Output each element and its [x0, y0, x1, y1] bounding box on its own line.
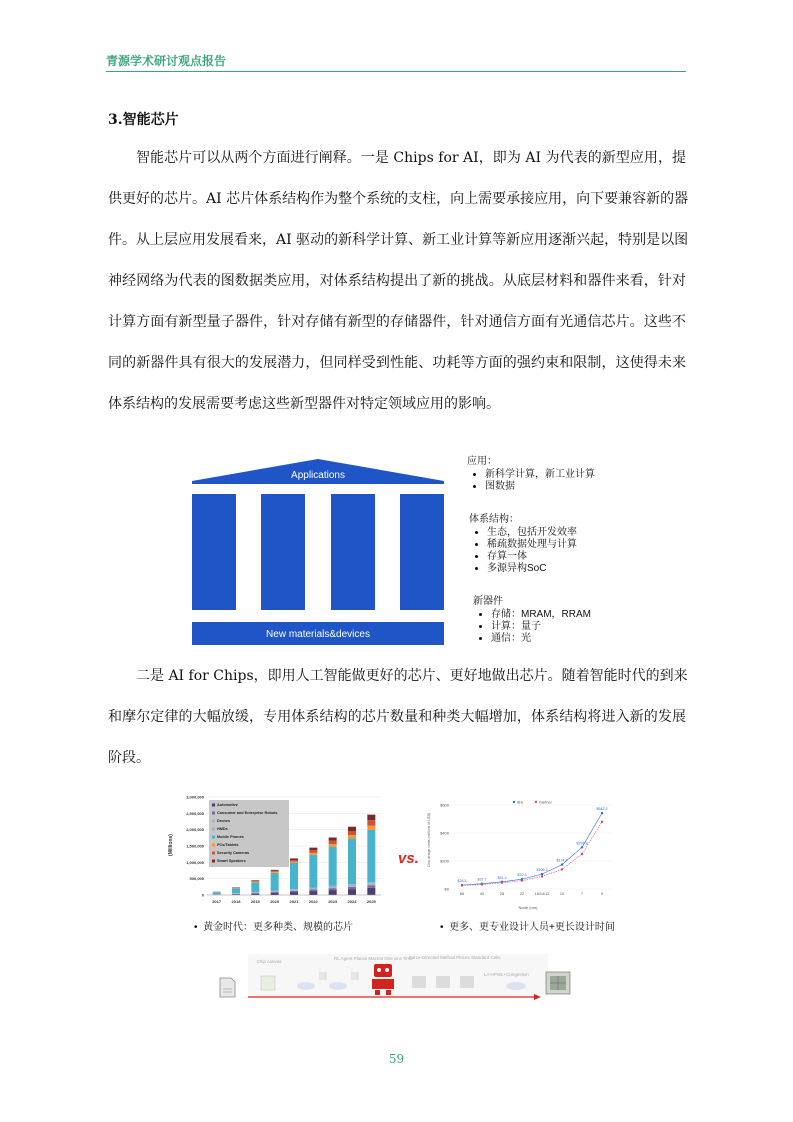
- state-box: [319, 972, 327, 980]
- y-tick-label: 0: [201, 892, 204, 898]
- data-point: [521, 879, 523, 881]
- caption-text: 黄金时代：更多种类、规模的芯片: [203, 922, 354, 933]
- paragraph-line: 阶段。: [108, 750, 150, 766]
- x-tick-label: 2022: [308, 899, 318, 904]
- list-item: • 图数据: [485, 481, 595, 493]
- data-label: $106.3: [536, 868, 548, 873]
- x-tick-label: 2021: [289, 899, 299, 904]
- applications-label: Applications: [291, 470, 345, 481]
- y-tick-label: 3,000,000: [186, 794, 204, 800]
- bar-segment: [329, 841, 337, 844]
- paragraph-line: 件。从上层应用发展看来，AI 驱动的新科学计算、新工业计算等新应用逐渐兴起，特别是以图: [108, 232, 689, 248]
- y-tick-label: 500,000: [189, 876, 204, 882]
- chip-canvas-label: Chip canvas: [256, 959, 282, 964]
- x-tick-label: 65: [459, 892, 465, 896]
- bar-segment: [367, 830, 375, 882]
- paragraph-line: 和摩尔定律的大幅放缓，专用体系结构的芯片数量和种类大幅增加，体系结构将进入新的发展: [108, 709, 686, 725]
- placement-grid-icon: [412, 976, 474, 988]
- bar-segment: [329, 844, 337, 847]
- data-point: [461, 884, 463, 886]
- bullet-icon: •: [194, 922, 204, 933]
- bar-segment: [251, 882, 259, 883]
- legend-label: Automotive: [217, 803, 238, 807]
- data-label: $28.5: [457, 879, 467, 884]
- bar-segment: [348, 887, 356, 889]
- legend-swatch: [212, 828, 215, 831]
- x-tick-label: 16/14/12: [534, 892, 550, 896]
- list-item: • 多源异构SoC: [487, 563, 577, 575]
- header-divider: [106, 71, 686, 72]
- legend-label: Mobile Phones: [217, 835, 244, 839]
- x-tick-label: 40: [479, 892, 485, 896]
- y-tick-label: $200: [440, 858, 449, 864]
- list-item: • 存算一体: [487, 551, 577, 563]
- paragraph-line: 计算方面有新型量子器件，针对存储有新型的存储器件，针对通信方面有光通信芯片。这些不: [108, 314, 686, 330]
- x-tick-label: 2018: [231, 899, 241, 904]
- legend-swatch: [212, 804, 215, 807]
- bar-segment: [290, 858, 298, 860]
- bar-segment: [309, 853, 317, 855]
- bar-segment: [290, 889, 298, 890]
- legend-label: Drones: [217, 819, 231, 823]
- bar-segment: [367, 888, 375, 895]
- legend-swatch: [212, 844, 215, 847]
- pillar: [400, 494, 444, 610]
- bar-segment: [367, 820, 375, 826]
- legend-marker: [535, 801, 537, 803]
- data-point: [581, 853, 583, 855]
- ai-chip-shipments-chart: [169, 790, 385, 912]
- design-cost-chart: [420, 790, 615, 912]
- applications-list: [467, 456, 595, 493]
- data-label: $174.4: [556, 858, 568, 863]
- bar-segment: [309, 891, 317, 895]
- force-directed-label: Force-Directed Method Places Standard Cells: [409, 955, 501, 960]
- bar-segment: [290, 892, 298, 895]
- state-box: [351, 972, 359, 980]
- x-tick-label: 2017: [212, 899, 222, 904]
- x-tick-label: 28: [499, 892, 505, 896]
- bar-segment: [271, 892, 279, 893]
- list-item: • 生态，包括开发效率: [487, 527, 577, 539]
- bar-segment: [290, 891, 298, 892]
- x-tick-label: 22: [519, 892, 525, 896]
- legend-label: Consumer and Enterprise Robots: [217, 811, 278, 815]
- chip-placement-flow: [216, 952, 588, 1002]
- paragraph-chips-for-ai: [108, 138, 689, 425]
- bar-segment: [271, 893, 279, 895]
- y-tick-label: 2,500,000: [186, 810, 204, 816]
- devices-list: [473, 596, 591, 645]
- paragraph-line: 体系结构的发展需要考虑这些新型器件对特定领域应用的影响。: [108, 396, 500, 412]
- bar-segment: [329, 838, 337, 841]
- paragraph-ai-for-chips: [108, 656, 686, 779]
- bar-segment: [251, 882, 259, 892]
- legend-label: HMDs: [217, 827, 228, 831]
- x-tick-label: 7: [580, 892, 584, 896]
- paragraph-line: 供更好的芯片。AI 芯片体系结构作为整个系统的支柱，向上需要承接应用，向下要兼容新的器: [108, 191, 689, 207]
- y-tick-label: 1,000,000: [186, 859, 204, 865]
- bar-segment: [309, 855, 317, 888]
- bar-segment: [251, 881, 259, 882]
- bar-segment: [309, 887, 317, 888]
- series-line: [462, 813, 602, 885]
- x-tick-label: 5: [600, 892, 604, 896]
- legend-marker: [513, 801, 515, 803]
- legend-swatch: [212, 836, 215, 839]
- bar-segment: [348, 831, 356, 835]
- data-label: $37.7: [477, 877, 487, 882]
- x-tick-label: 2019: [250, 899, 260, 904]
- data-point: [581, 846, 583, 848]
- section-title: 3.智能芯片: [108, 112, 179, 128]
- data-point: [481, 883, 483, 885]
- bar-segment: [271, 871, 279, 872]
- applications-heading: 应用：: [467, 456, 497, 467]
- bar-segment: [348, 827, 356, 831]
- bar-segment: [290, 860, 298, 862]
- bar-segment: [251, 880, 259, 881]
- legend-label: Smart Speakers: [217, 859, 246, 863]
- bar-segment: [348, 884, 356, 885]
- bar-segment: [348, 835, 356, 838]
- bar-segment: [348, 838, 356, 884]
- document-icon: [220, 978, 235, 997]
- right-caption: [440, 918, 615, 933]
- y-tick-label: $0: [444, 886, 449, 892]
- placed-chip-icon: [546, 972, 570, 994]
- architecture-heading: 体系结构：: [469, 514, 519, 525]
- list-item: • 新科学计算，新工业计算: [485, 469, 595, 481]
- materials-label: New materials&devices: [266, 629, 370, 640]
- bar-segment: [348, 889, 356, 895]
- pillar: [192, 494, 236, 610]
- x-tick-label: 2025: [366, 899, 376, 904]
- pillar: [261, 494, 305, 610]
- x-tick-label: 2020: [270, 899, 280, 904]
- bar-segment: [290, 862, 298, 863]
- data-label: $297.8: [576, 841, 588, 846]
- process-node: [506, 982, 526, 990]
- y-tick-label: 2,000,000: [186, 827, 204, 833]
- data-label: $70.3: [517, 873, 527, 878]
- bar-segment: [367, 815, 375, 821]
- x-tick-label: 2024: [347, 899, 357, 904]
- bar-segment: [309, 889, 317, 891]
- bar-segment: [271, 872, 279, 873]
- bar-segment: [271, 870, 279, 871]
- data-point: [501, 882, 503, 884]
- paragraph-line: 同的新器件具有很大的发展潜力，但同样受到性能、功耗等方面的强约束和限制，这使得未来: [108, 355, 686, 371]
- report-header-title: 青源学术研讨观点报告: [106, 54, 227, 68]
- data-point: [541, 875, 543, 877]
- architecture-figure: [192, 459, 444, 645]
- bar-segment: [309, 848, 317, 851]
- list-item: • 计算：量子: [491, 621, 591, 633]
- legend-swatch: [212, 852, 215, 855]
- list-item: • 通信：光: [491, 633, 591, 645]
- bar-segment: [329, 886, 337, 887]
- legend-label: PCs/Tablets: [217, 843, 239, 847]
- bar-segment: [367, 826, 375, 830]
- legend-swatch: [212, 820, 215, 823]
- bar-segment: [290, 890, 298, 891]
- x-axis-label: Node (nm): [518, 905, 538, 910]
- list-item: • 存储：MRAM，RRAM: [491, 609, 591, 621]
- page-number: 59: [388, 1052, 405, 1066]
- architecture-list: [469, 514, 577, 575]
- bar-segment: [271, 873, 279, 891]
- y-tick-label: 1,500,000: [186, 843, 204, 849]
- y-axis-label: Chip design costs (millions of US$): [427, 812, 431, 868]
- data-label: $51.3: [497, 875, 507, 880]
- vs-label: vs.: [398, 850, 419, 867]
- legend-label: IBS: [517, 800, 524, 805]
- rl-agent-label: RL Agent Places Macros One at a Time: [334, 956, 413, 961]
- y-tick-label: $600: [440, 802, 449, 808]
- data-point: [601, 812, 603, 814]
- bar-segment: [367, 882, 375, 883]
- legend-label: Gartner: [539, 800, 552, 805]
- data-point: [561, 868, 563, 870]
- bar-segment: [329, 890, 337, 895]
- bullet-icon: •: [440, 922, 450, 933]
- process-node: [329, 982, 347, 990]
- paragraph-line: 智能芯片可以从两个方面进行阐释。一是 Chips for AI，即为 AI 为代表的新型应用，提: [136, 150, 686, 166]
- bar-segment: [348, 886, 356, 887]
- caption-text: 更多、更专业设计人员+更长设计时间: [449, 922, 615, 933]
- legend-label: Security Cameras: [217, 851, 250, 855]
- left-caption: [194, 918, 353, 933]
- data-point: [541, 873, 543, 875]
- bar-segment: [367, 885, 375, 888]
- bar-segment: [290, 863, 298, 889]
- bar-segment: [329, 888, 337, 890]
- legend-swatch: [212, 860, 215, 863]
- bar-segment: [329, 847, 337, 886]
- process-node: [297, 982, 315, 990]
- pillar: [331, 494, 375, 610]
- roof-base: [192, 481, 444, 484]
- bar-segment: [309, 888, 317, 889]
- bar-segment: [232, 888, 240, 893]
- x-tick-label: 10: [559, 892, 565, 896]
- chip-canvas-icon: [261, 976, 275, 990]
- bar-segment: [271, 891, 279, 892]
- x-tick-label: 2023: [328, 899, 338, 904]
- data-label: $542.2: [596, 807, 608, 812]
- bar-segment: [271, 891, 279, 892]
- bar-segment: [251, 893, 259, 894]
- bar-segment: [213, 892, 221, 894]
- list-item: • 稀疏数据处理与计算: [487, 539, 577, 551]
- bar-segment: [309, 850, 317, 853]
- data-point: [601, 821, 603, 823]
- paragraph-line: 神经网络为代表的图数据类应用，对体系结构提出了新的挑战。从底层材料和器件来看，针对: [108, 273, 686, 289]
- paragraph-line: 二是 AI for Chips，即用人工智能做更好的芯片、更好地做出芯片。随着智能时代的到来: [136, 668, 688, 684]
- devices-heading: 新器件: [473, 596, 503, 607]
- y-tick-label: $400: [440, 830, 449, 836]
- y-axis-label: (Millions): [168, 834, 174, 856]
- cost-label: LA HPWL+Congestion: [484, 972, 529, 977]
- bar-segment: [329, 887, 337, 888]
- data-point: [561, 863, 563, 865]
- legend-swatch: [212, 812, 215, 815]
- bar-segment: [367, 884, 375, 885]
